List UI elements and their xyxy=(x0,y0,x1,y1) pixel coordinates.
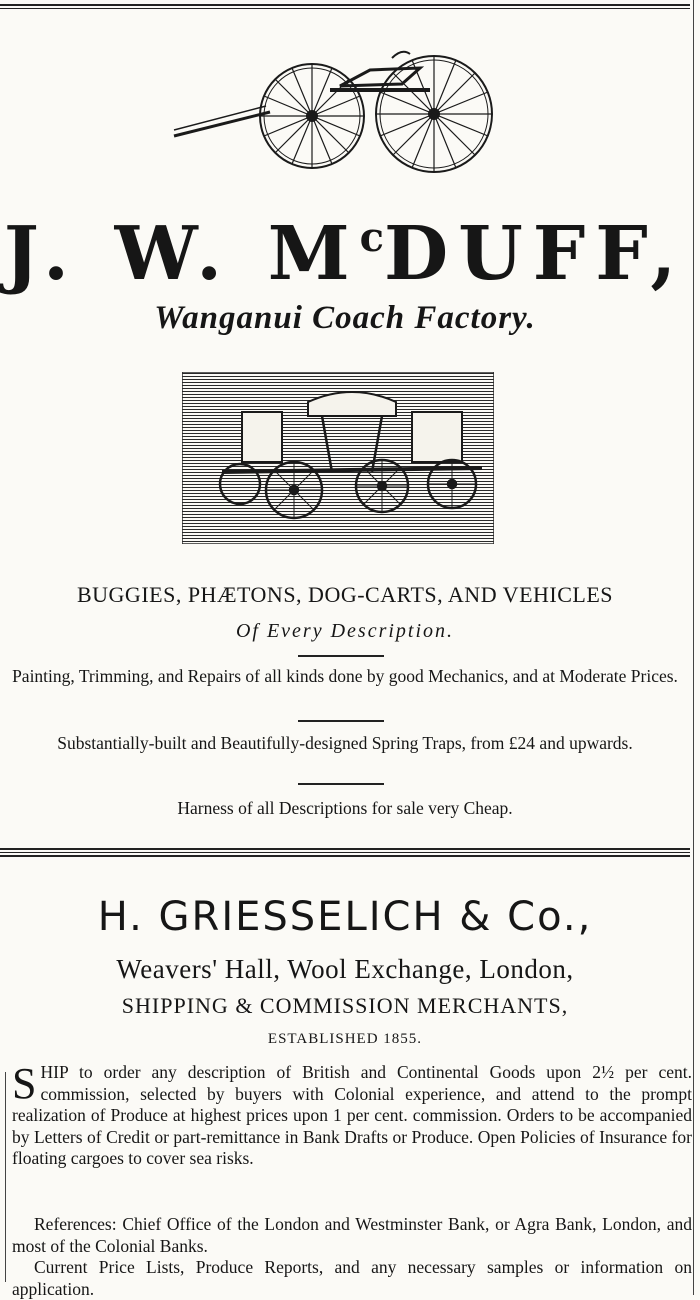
griesselich-established: ESTABLISHED 1855. xyxy=(267,1031,423,1047)
advert-separator-rule xyxy=(0,848,690,857)
carriages-engraving xyxy=(182,372,494,544)
references-paragraph: References: Chief Office of the London and Westminster Bank, or Agra Bank, London, and most of the Colonial Banks. xyxy=(12,1214,692,1256)
vehicles-heading: BUGGIES, PHÆTONS, DOG-CARTS, AND VEHICLES xyxy=(76,582,614,607)
harness-notice: Harness of all Descriptions for sale very Cheap. xyxy=(177,798,513,818)
section-divider xyxy=(298,655,384,657)
painting-notice: Painting, Trimming, and Repairs of all kinds done by good Mechanics, and at Moderate Prices. xyxy=(12,666,678,686)
drop-cap: S xyxy=(12,1059,37,1108)
griesselich-name: H. GRIESSELICH & Co., xyxy=(97,894,593,940)
griesselich-role: SHIPPING & COMMISSION MERCHANTS, xyxy=(121,993,569,1018)
mcduff-name: J. W. $M^cDUFF$, xyxy=(3,211,687,297)
buggy-illustration xyxy=(170,40,500,180)
griesselich-address: Weavers' Hall, Wool Exchange, London, xyxy=(116,954,574,984)
traps-notice: Substantially-built and Beautifully-designed Spring Traps, from £24 and upwards. xyxy=(57,733,633,753)
column-edge-rule xyxy=(693,0,694,1295)
section-divider xyxy=(298,720,384,722)
top-border-rule xyxy=(0,4,690,9)
price-lists-paragraph: Current Price Lists, Produce Reports, and any necessary samples or information on application. xyxy=(12,1257,692,1299)
factory-subtitle: Wanganui Coach Factory. xyxy=(154,300,536,336)
vehicles-subheading: Of Every Description. xyxy=(235,620,455,642)
ship-paragraph: SHIP to order any description of British and Continental Goods upon 2½ per cent. commission, selected by buyers with Colonial experience, and attend to the prompt realization of Produce at highest prices upon 1 per cent. commission. Orders to be accompanied by Letters of Credit or part-remittance in Bank Drafts or Produce. Open Policies of Insurance for floating cargoes to cover sea risks. xyxy=(12,1059,692,1169)
section-divider xyxy=(298,783,384,785)
left-margin-rule xyxy=(5,1072,6,1282)
